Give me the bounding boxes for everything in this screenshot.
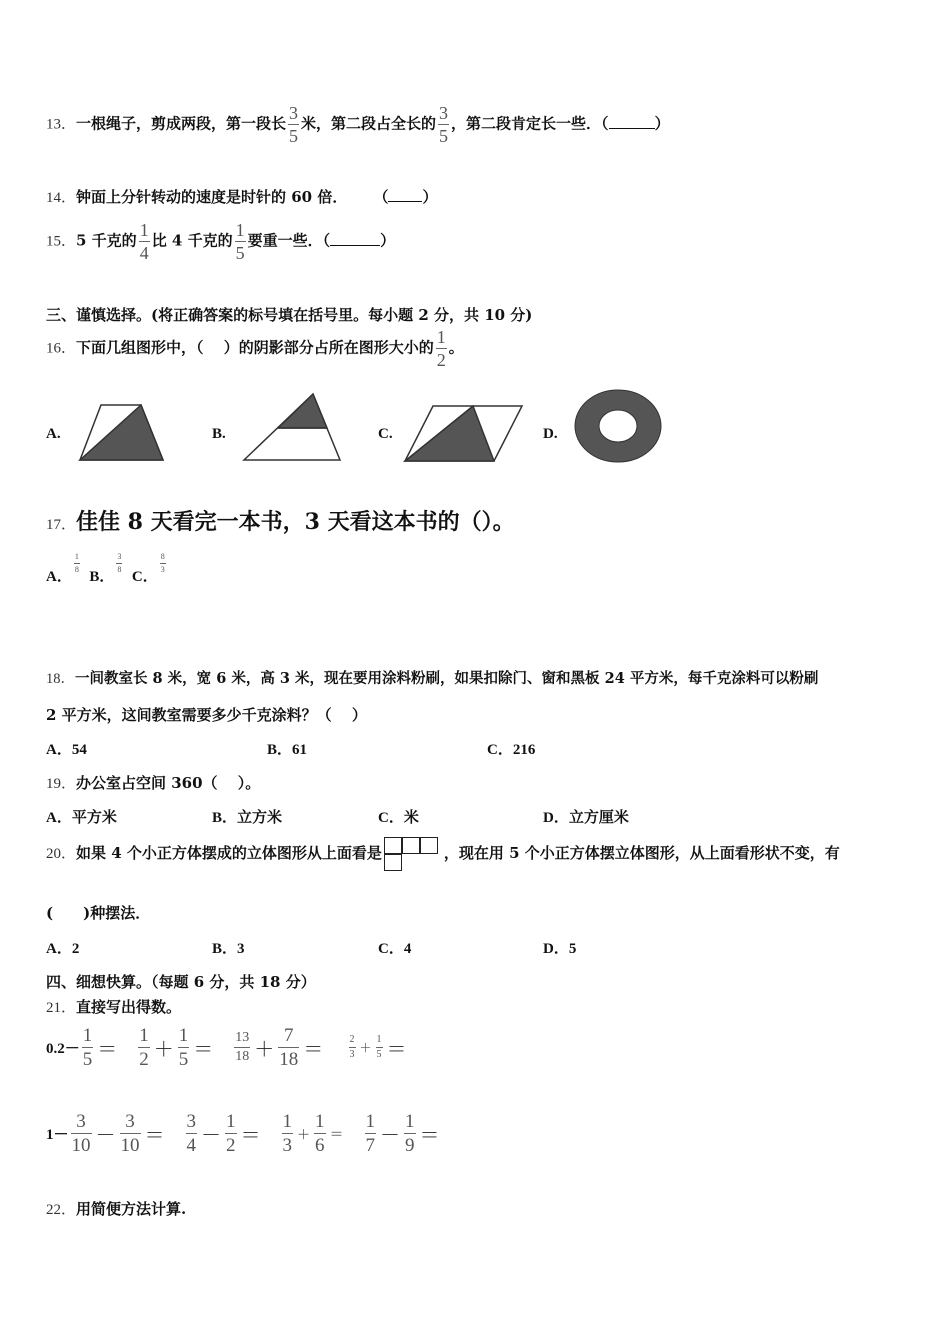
section-3-title: 三、谨慎选择。(将正确答案的标号填在括号里。每小题 2 分，共 10 分) — [46, 306, 533, 324]
parallelogram-shaded-figure — [403, 404, 525, 464]
fraction: $\frac{3}{10}$ — [71, 1111, 91, 1156]
question-number: 15． — [46, 233, 77, 250]
fraction: $\frac{3}{5}$ — [439, 103, 449, 146]
question-number: 17． — [46, 517, 77, 533]
question-17: 17．佳佳 8 天看完一本书，3 天看这本书的（）。 — [46, 509, 515, 535]
fraction: $\frac{7}{18}$ — [279, 1025, 299, 1070]
ring-shaded-figure — [573, 388, 663, 464]
q19-option-b[interactable]: B．立方米 — [212, 810, 283, 826]
question-16: 16．下面几组图形中，（ ）的阴影部分占所在图形大小的 $\frac{1}{2}$ 。 — [46, 327, 464, 370]
fraction: $\frac{3}{10}$ — [120, 1111, 140, 1156]
fraction: $\frac{3}{5}$ — [289, 103, 299, 146]
fraction: $\frac{1}{7}$ — [365, 1111, 376, 1156]
question-number: 19． — [46, 776, 77, 792]
q20-option-a[interactable]: A．2 — [46, 941, 80, 957]
question-21: 21．直接写出得数。 — [46, 998, 182, 1016]
fraction: $\frac{3}{4}$ — [186, 1111, 197, 1156]
q16-option-d-label[interactable]: D. — [543, 426, 558, 442]
q17-options — [46, 553, 168, 586]
question-20: 20．如果 4 个小正方体摆成的立体图形从上面看是 ，现在用 5 个小正方体摆立体图形，从上面看形状不变，有 — [46, 836, 840, 872]
q17-option-c[interactable]: C． $\frac{8}{3}$ — [131, 552, 165, 585]
q18-option-b[interactable]: B．61 — [267, 742, 308, 758]
question-number: 21． — [46, 1000, 77, 1016]
trapezoid-diagonal-shaded-figure — [77, 403, 167, 463]
question-number: 20． — [46, 846, 77, 862]
answer-blank[interactable] — [330, 245, 380, 246]
fraction: $\frac{1}{9}$ — [405, 1111, 415, 1156]
section-4-title: 四、细想快算。（每题 6 分，共 18 分） — [46, 973, 316, 991]
fraction: $\frac{1}{3}$ — [282, 1111, 293, 1156]
q17-option-a[interactable]: A． $\frac{1}{8}$ — [46, 552, 79, 585]
q20-option-b[interactable]: B．3 — [212, 941, 245, 957]
fraction: $\frac{3}{8}$ — [117, 552, 122, 574]
top-view-squares-figure — [384, 836, 442, 872]
q19-option-d[interactable]: D．立方厘米 — [543, 810, 629, 826]
q18-option-c[interactable]: C．216 — [487, 742, 536, 758]
fraction: $\frac{8}{3}$ — [160, 552, 165, 574]
q16-option-a-label[interactable]: A. — [46, 426, 61, 442]
q20-option-c[interactable]: C．4 — [378, 941, 412, 957]
question-number: 18． — [46, 671, 75, 687]
q21-row-2: 1－ $\frac{3}{10}$ － $\frac{3}{10}$ ＝ $\frac{3}{4}$ － $\frac{1}{2}$ ＝ $\frac{1}{3}$ ＋ $\frac{1}{6}$ ＝ $\frac{1}{7}$ － $\frac{1}{9}$ ＝ — [46, 1111, 440, 1156]
question-number: 13． — [46, 116, 77, 133]
q19-option-c[interactable]: C．米 — [378, 810, 419, 826]
question-14: 14．钟面上分针转动的速度是时针的 60 倍． （ ） — [46, 188, 438, 206]
fraction: $\frac{1}{5}$ — [82, 1025, 93, 1070]
q19-option-a[interactable]: A．平方米 — [46, 810, 117, 826]
question-number: 16． — [46, 340, 77, 357]
question-number: 14． — [46, 190, 77, 206]
q20-option-d[interactable]: D．5 — [543, 941, 577, 957]
q16-option-c-label[interactable]: C. — [378, 426, 393, 442]
fraction: $\frac{1}{5}$ — [376, 1034, 382, 1060]
fraction: $\frac{1}{6}$ — [315, 1111, 325, 1156]
question-13: 13．一根绳子，剪成两段，第一段长 $\frac{3}{5}$ 米，第二段占全长的 $\frac{3}{5}$ ，第二段肯定长一些．（ ） — [46, 103, 670, 146]
fraction: $\frac{1}{2}$ — [226, 1111, 236, 1156]
fraction: $\frac{1}{4}$ — [139, 220, 149, 263]
question-18: 18．一间教室长 8 米，宽 6 米，高 3 米，现在要用涂料粉刷，如果扣除门、窗和黑板 24 平方米，每千克涂料可以粉刷 — [46, 670, 819, 687]
triangle-top-shaded-figure — [242, 392, 342, 462]
question-15: 15．5 千克的 $\frac{1}{4}$ 比 4 千克的 $\frac{1}{5}$ 要重一些．（ ） — [46, 220, 396, 263]
fraction: $\frac{13}{18}$ — [235, 1030, 250, 1064]
fraction: $\frac{2}{3}$ — [349, 1034, 355, 1060]
q21-row-1: 0.2－ $\frac{1}{5}$ ＝ $\frac{1}{2}$ ＋ $\frac{1}{5}$ ＝ $\frac{13}{18}$ ＋ $\frac{7}{18}$ ＝ $\frac{2}{3}$ ＋ $\frac{1}{5}$ ＝ — [46, 1025, 407, 1070]
q16-option-b-label[interactable]: B. — [212, 426, 226, 442]
fraction: $\frac{1}{5}$ — [235, 220, 245, 263]
fraction: $\frac{1}{8}$ — [74, 552, 79, 574]
fraction: $\frac{1}{2}$ — [436, 327, 446, 370]
q17-option-b[interactable]: B． $\frac{3}{8}$ — [89, 552, 122, 585]
answer-blank[interactable] — [609, 128, 655, 129]
fraction: $\frac{1}{5}$ — [178, 1025, 189, 1070]
fraction: $\frac{1}{2}$ — [139, 1025, 149, 1070]
question-20-line-2: ( )种摆法． — [46, 904, 151, 922]
question-19: 19．办公室占空间 360（ ）。 — [46, 774, 261, 792]
question-18-line-2: 2 平方米，这间教室需要多少千克涂料？（ ） — [46, 706, 367, 724]
q18-option-a[interactable]: A．54 — [46, 742, 87, 758]
answer-blank[interactable] — [388, 201, 422, 202]
question-22: 22．用简便方法计算. — [46, 1200, 187, 1218]
question-number: 22． — [46, 1202, 77, 1218]
